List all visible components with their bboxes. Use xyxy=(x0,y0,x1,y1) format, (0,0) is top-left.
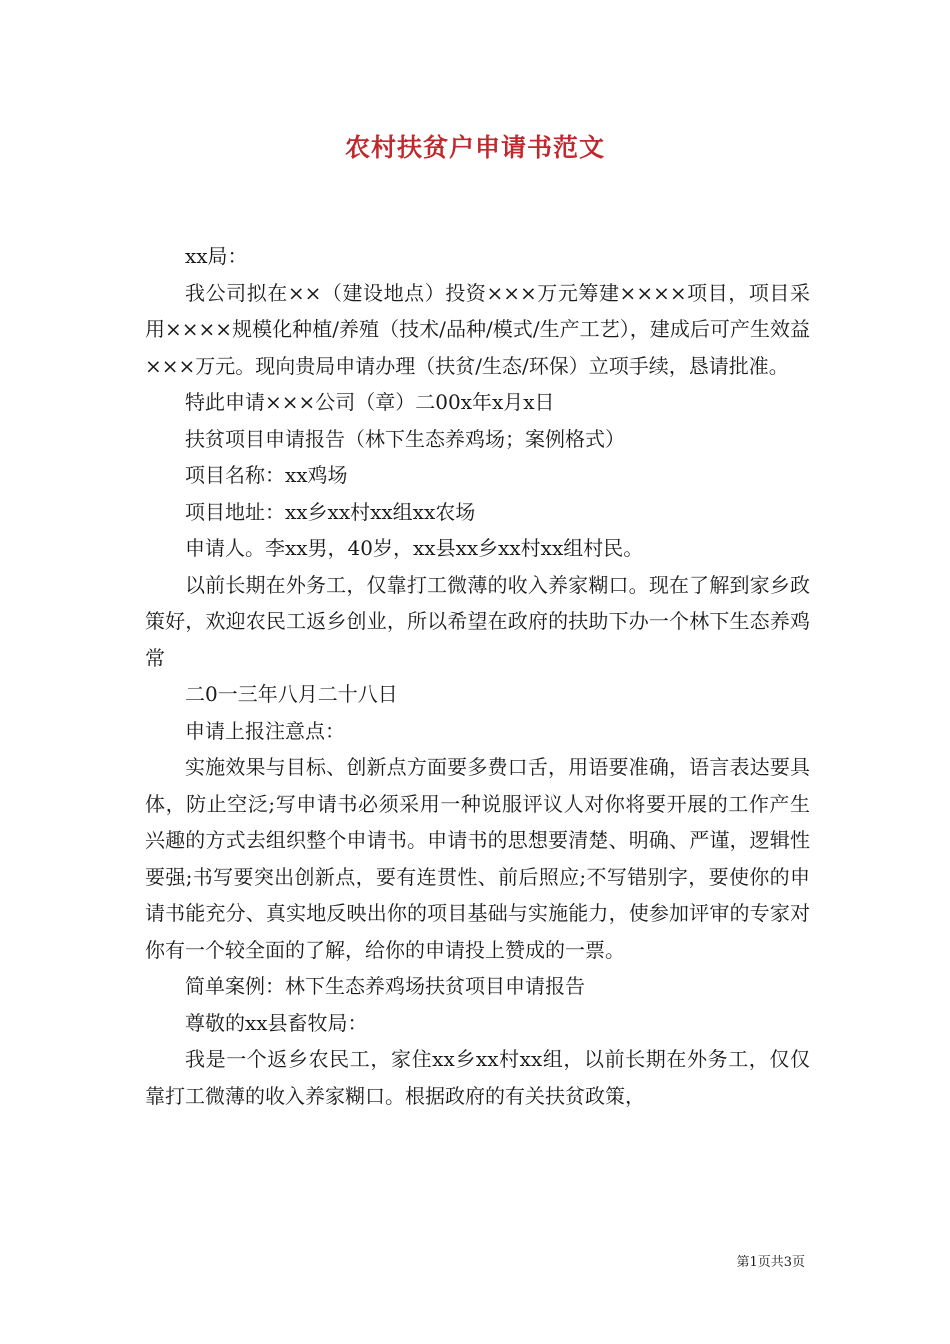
paragraph: 申请人。李xx男，40岁，xx县xx乡xx村xx组村民。 xyxy=(185,536,644,560)
paragraph: 以前长期在外务工，仅靠打工微薄的收入养家糊口。现在了解到家乡政策好，欢迎农民工返乡创业，所以希望在政府的扶助下办一个林下生态养鸡常 xyxy=(145,572,810,670)
paragraph: 简单案例：林下生态养鸡场扶贫项目申请报告 xyxy=(185,974,585,998)
paragraph: 申请上报注意点： xyxy=(185,718,345,743)
paragraph: 尊敬的xx县畜牧局： xyxy=(185,1010,368,1035)
paragraph: 项目地址：xx乡xx村xx组xx农场 xyxy=(185,499,476,524)
document-title: 农村扶贫户申请书范文 xyxy=(344,133,605,162)
paragraph: 实施效果与目标、创新点方面要多费口舌，用语要准确，语言表达要具体，防止空泛;写申请书必须采用一种说服评议人对你将要开展的工作产生兴趣的方式去组织整个申请书。申请书的思想要清楚、明确、严谨，逻辑性要强;书写要突出创新点，要有连贯性、前后照应;不写错别字，要使你的申请书能充分、真实地反映出你的项目基础与实施能力，使参加评审的专家对你有一个较全面的了解，给你的申请投上赞成的一票。 xyxy=(145,755,810,962)
page-number: 第1页共3页 xyxy=(736,1255,805,1270)
paragraph: 特此申请×××公司（章）二00x年x月x日 xyxy=(185,390,555,414)
document-body xyxy=(145,238,810,1114)
paragraph: 我公司拟在××（建设地点）投资×××万元筹建××××项目，项目采用××××规模化种植/养殖（技术/品种/模式/生产工艺），建成后可产生效益×××万元。现向贵局申请办理（扶贫/生态/环保）立项手续，恳请批准。 xyxy=(145,280,810,378)
paragraph: 扶贫项目申请报告（林下生态养鸡场；案例格式） xyxy=(185,426,625,451)
paragraph: 我是一个返乡农民工，家住xx乡xx村xx组，以前长期在外务工，仅仅靠打工微薄的收入养家糊口。根据政府的有关扶贫政策， xyxy=(145,1047,810,1108)
salutation: xx局： xyxy=(185,244,248,268)
paragraph: 项目名称：xx鸡场 xyxy=(185,463,348,487)
paragraph: 二0一三年八月二十八日 xyxy=(185,682,398,706)
